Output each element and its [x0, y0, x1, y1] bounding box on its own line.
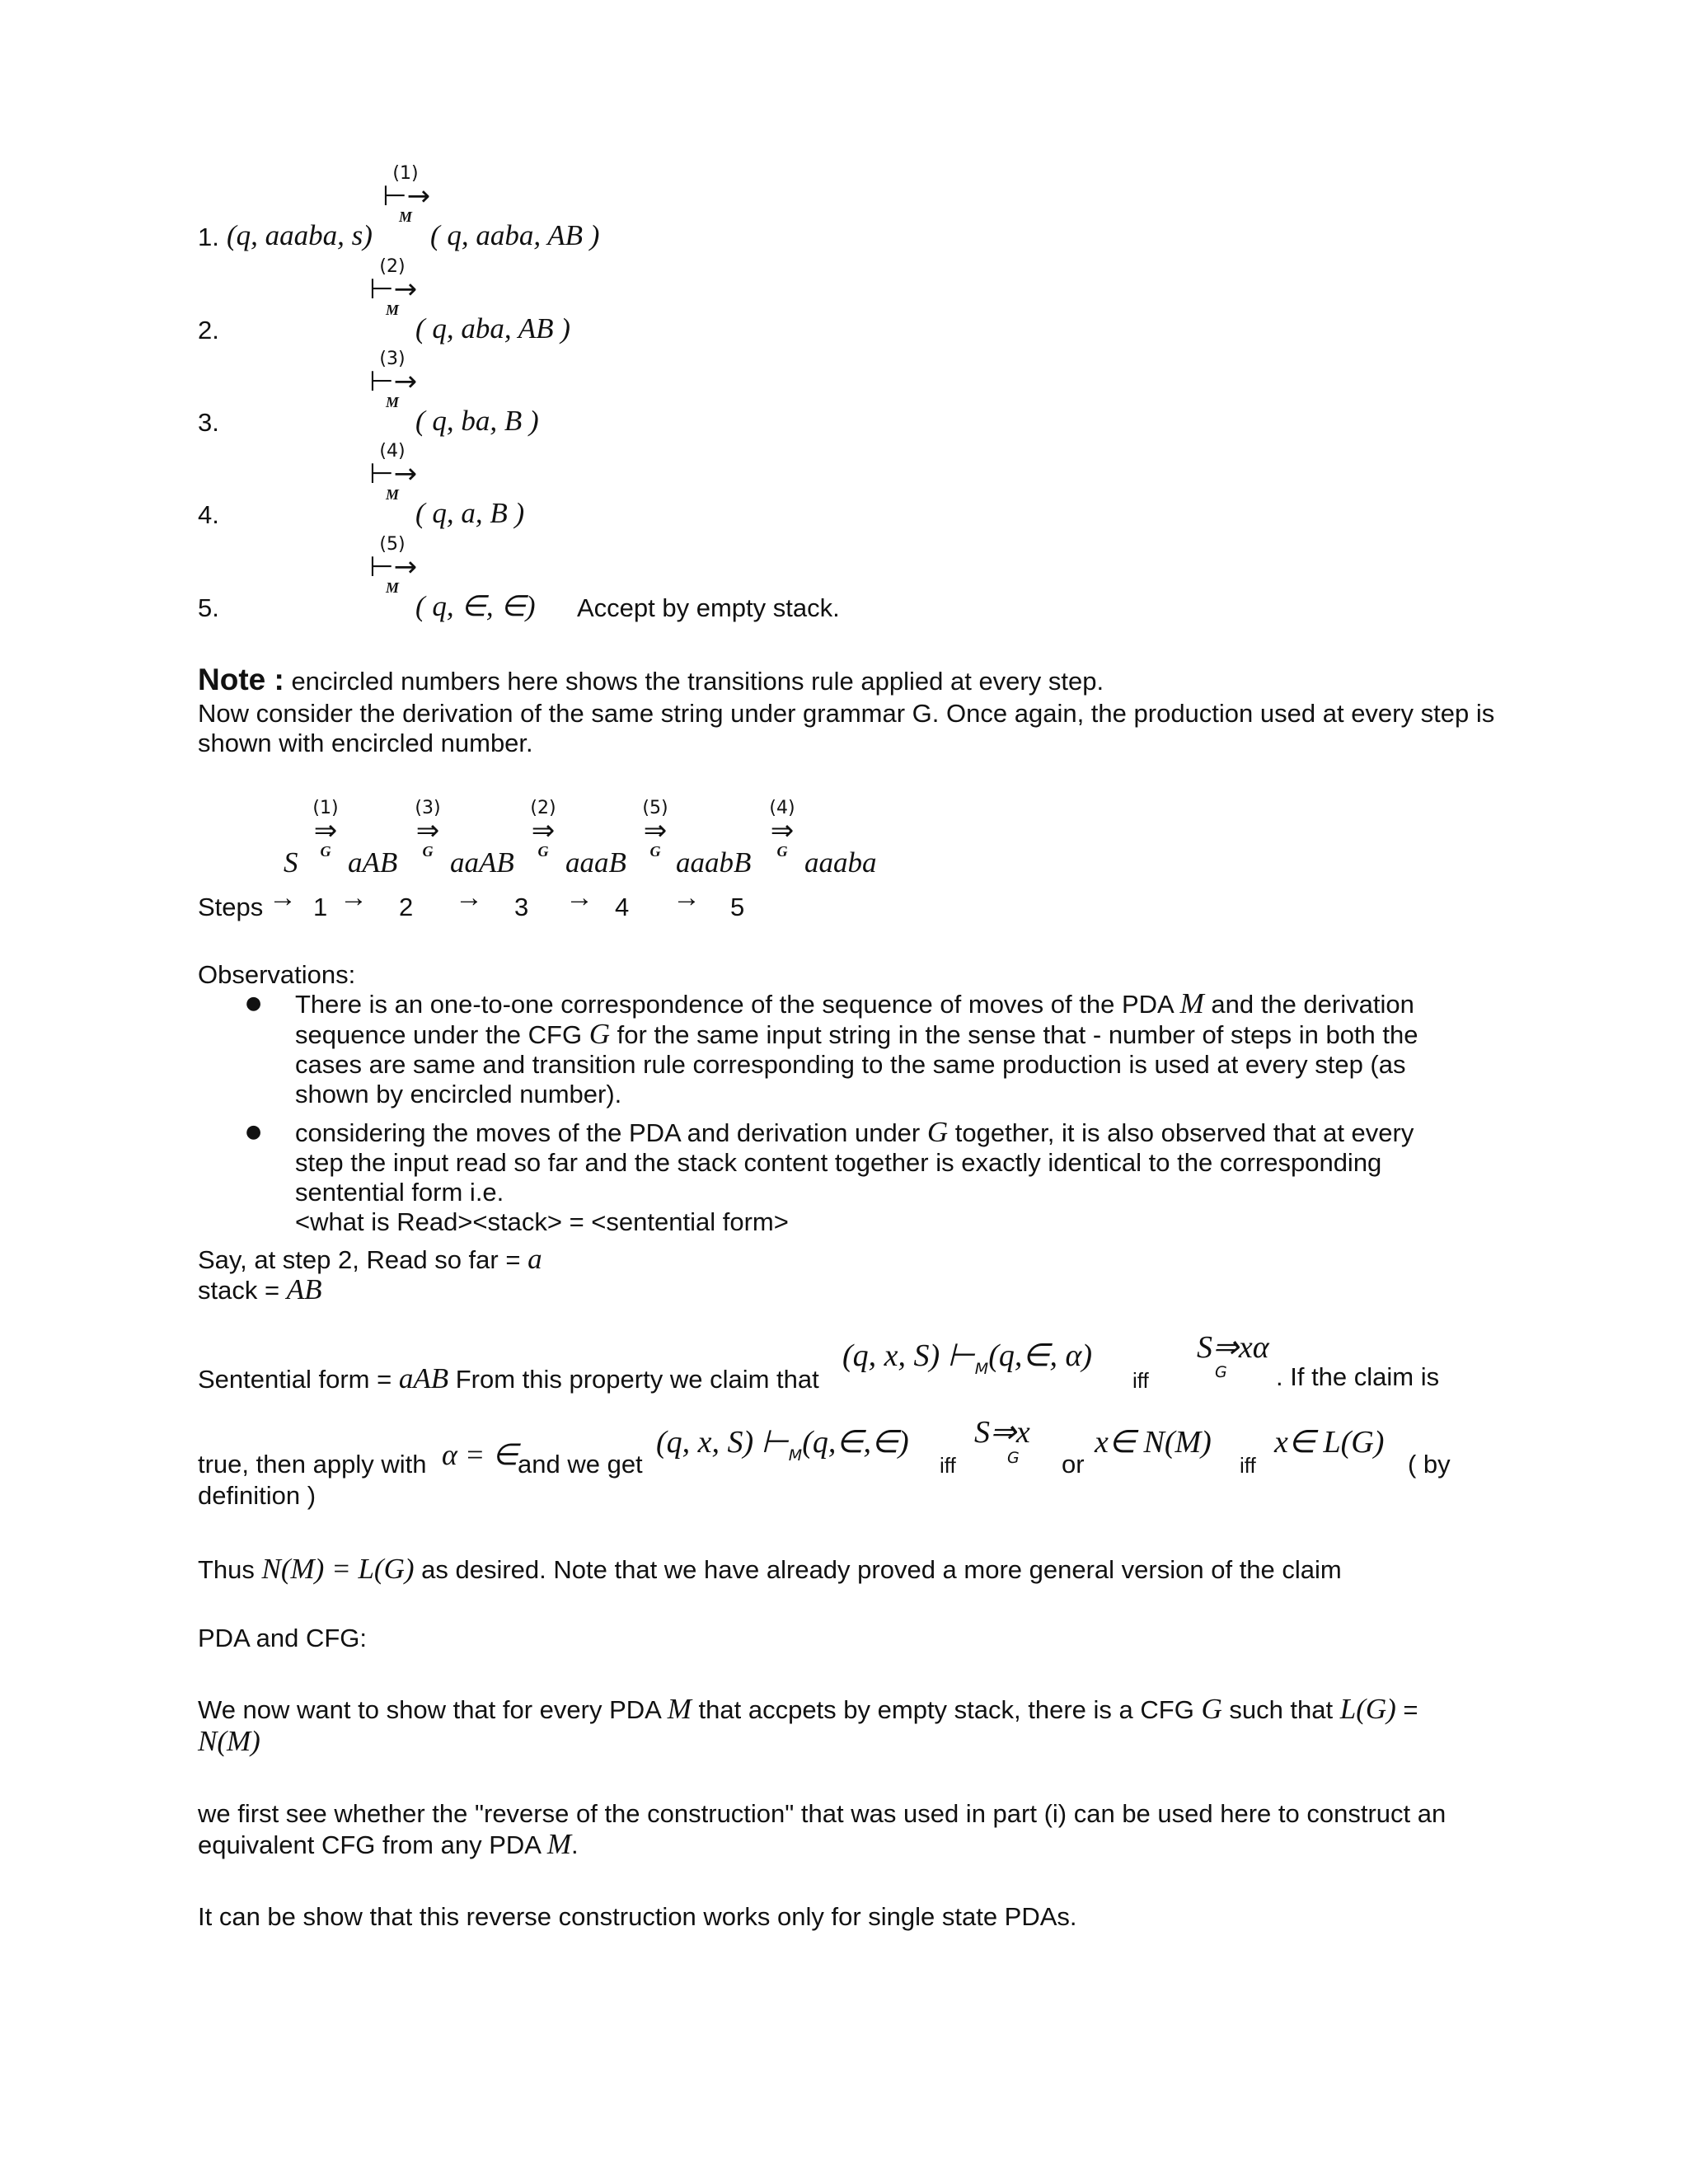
- rule-label: (4): [379, 441, 406, 462]
- math-var: M: [1179, 987, 1204, 1019]
- observation-1: [295, 989, 1418, 1109]
- claim-text: [198, 1362, 819, 1395]
- right-arrow-icon: →: [269, 882, 297, 913]
- math-var: G: [926, 1116, 949, 1148]
- double-arrow-icon: ⇒: [415, 814, 440, 847]
- claim-text: definition ): [198, 1481, 316, 1510]
- formula-member: x∈ L(G): [1274, 1425, 1385, 1460]
- claim-text: ( by: [1408, 1450, 1451, 1479]
- math: (q, x, S) ⊢: [842, 1338, 975, 1373]
- grammar-subscript: G: [320, 843, 331, 860]
- text: .: [571, 1830, 579, 1859]
- move-config: ( q, ∈, ∈): [415, 590, 536, 622]
- want-paragraph: [198, 1694, 1418, 1757]
- turnstile-arrow-icon: ⊢→: [369, 273, 418, 306]
- derivation-arrow: [635, 799, 676, 859]
- derivation-arrow: [305, 799, 346, 859]
- right-arrow-icon: →: [455, 882, 483, 913]
- math-var: G: [588, 1018, 610, 1050]
- rule-label: (2): [530, 798, 556, 818]
- sentential-form: aaabB: [676, 846, 752, 879]
- text: Sentential form =: [198, 1365, 399, 1394]
- example-step: [198, 1244, 542, 1305]
- text: as desired. Note that we have already proved a more general version of the claim: [414, 1555, 1342, 1584]
- note-text: encircled numbers here shows the transitions rule applied at every step.: [284, 667, 1104, 696]
- section-heading: PDA and CFG:: [198, 1624, 368, 1652]
- turnstile-arrow-icon: ⊢→: [369, 365, 418, 398]
- bullet-icon: ●: [246, 993, 262, 1014]
- move-arrow: [369, 256, 418, 318]
- derivation-arrow: [762, 799, 803, 859]
- grammar-subscript: G: [1007, 1449, 1020, 1467]
- text: sequence under the CFG: [295, 1020, 589, 1049]
- formula-alpha: α = ∈: [442, 1438, 518, 1471]
- text: =: [1395, 1695, 1418, 1724]
- move-config: ( q, a, B ): [415, 497, 525, 529]
- move-config: ( q, aba, AB ): [415, 312, 570, 344]
- math-sub: M: [974, 1360, 989, 1378]
- formula-config: [842, 1337, 1093, 1378]
- sentential-form: S: [284, 846, 298, 879]
- move-config: ( q, aaba, AB ): [430, 219, 600, 251]
- rule-label: (2): [379, 256, 406, 277]
- derivation-arrow: [407, 799, 448, 859]
- rule-label: (3): [415, 798, 441, 818]
- math: N(M): [198, 1725, 260, 1757]
- text: equivalent CFG from any PDA: [198, 1830, 547, 1859]
- note-line: [198, 663, 1104, 697]
- math: N(M) = L(G): [261, 1553, 415, 1585]
- text: for the same input string in the sense that - number of steps in both the: [610, 1020, 1418, 1049]
- sentential-form: aAB: [348, 846, 398, 879]
- text: Thus: [198, 1555, 262, 1584]
- observations-title: Observations:: [198, 960, 356, 989]
- grammar-subscript: G: [649, 843, 661, 860]
- rule-label: (3): [379, 349, 406, 369]
- machine-subscript: M: [398, 209, 412, 225]
- rule-label: (5): [379, 534, 406, 555]
- step-number: 5: [730, 893, 745, 921]
- sentential-form: aaaB: [565, 846, 626, 879]
- formula-member: x∈ N(M): [1095, 1425, 1212, 1460]
- math-var: G: [1201, 1693, 1222, 1725]
- formula-derives: S⇒x: [974, 1415, 1030, 1450]
- move-arrow: [369, 349, 418, 410]
- right-arrow-icon: →: [565, 882, 593, 913]
- turnstile-arrow-icon: ⊢→: [382, 180, 431, 213]
- math: L(G): [1339, 1693, 1396, 1725]
- rule-label: (1): [392, 163, 419, 184]
- text: shown by encircled number).: [295, 1080, 622, 1108]
- text: we first see whether the "reverse of the construction" that was used in part (i) can be used here to construct an: [198, 1799, 1447, 1828]
- text: together, it is also observed that at every: [948, 1118, 1414, 1147]
- sentential-form: aaAB: [450, 846, 514, 879]
- final-paragraph: It can be show that this reverse construction works only for single state PDAs.: [198, 1902, 1077, 1931]
- text: considering the moves of the PDA and derivation under: [295, 1118, 927, 1147]
- claim-text: . If the claim is: [1276, 1362, 1440, 1391]
- text: stack =: [198, 1276, 287, 1305]
- machine-subscript: M: [385, 579, 399, 596]
- rule-label: (1): [312, 798, 339, 818]
- rule-label: (4): [769, 798, 795, 818]
- reverse-paragraph: [198, 1798, 1446, 1860]
- observation-2: [295, 1118, 1414, 1237]
- text: sentential form i.e.: [295, 1178, 504, 1207]
- move-arrow: [382, 165, 429, 224]
- note-label: Note :: [198, 663, 284, 696]
- right-arrow-icon: →: [673, 882, 701, 913]
- math-var: aAB: [398, 1362, 449, 1394]
- machine-subscript: M: [385, 394, 399, 410]
- double-arrow-icon: ⇒: [531, 814, 556, 847]
- step-number: 1: [313, 893, 328, 921]
- math-sub: M: [788, 1446, 803, 1465]
- iff-text: iff: [1240, 1453, 1256, 1478]
- step-number: 2: [399, 893, 414, 921]
- iff-text: iff: [940, 1453, 956, 1478]
- step-number: 4: [615, 893, 630, 921]
- math: (q, x, S) ⊢: [656, 1425, 789, 1460]
- text: <what is Read><stack> = <sentential form>: [295, 1207, 789, 1236]
- move-config: ( q, ba, B ): [415, 405, 539, 437]
- claim-text: and we get: [518, 1450, 643, 1479]
- text: There is an one-to-one correspondence of the sequence of moves of the PDA: [295, 990, 1180, 1019]
- text: From this property we claim that: [448, 1365, 819, 1394]
- math: (q,∈, α): [988, 1338, 1093, 1373]
- text: We now want to show that for every PDA: [198, 1695, 668, 1724]
- turnstile-arrow-icon: ⊢→: [369, 457, 418, 490]
- math-var: M: [546, 1828, 571, 1860]
- steps-label: Steps: [198, 893, 264, 921]
- conclusion-line: [198, 1553, 1342, 1586]
- derivation-intro: Now consider the derivation of the same string under grammar G. Once again, the production used at every step is shown with encircled number.: [198, 699, 1495, 757]
- formula-derives: S⇒xα: [1197, 1330, 1269, 1365]
- text: step the input read so far and the stack content together is exactly identical to the corresponding: [295, 1148, 1382, 1177]
- formula-config: [656, 1423, 909, 1465]
- claim-text: true, then apply with: [198, 1450, 427, 1479]
- sentential-form: aaaba: [804, 846, 877, 879]
- machine-subscript: M: [385, 486, 399, 503]
- double-arrow-icon: ⇒: [313, 814, 338, 847]
- text: that accpets by empty stack, there is a CFG: [691, 1695, 1202, 1724]
- text: Say, at step 2, Read so far =: [198, 1245, 528, 1274]
- machine-subscript: M: [385, 302, 399, 318]
- math: (q,∈,∈): [802, 1425, 909, 1460]
- bullet-icon: ●: [246, 1122, 262, 1142]
- text: and the derivation: [1203, 990, 1414, 1019]
- math-var: M: [667, 1693, 692, 1725]
- turnstile-arrow-icon: ⊢→: [369, 551, 418, 583]
- right-arrow-icon: →: [340, 882, 368, 913]
- step-number: 3: [514, 893, 529, 921]
- move-arrow: [369, 441, 418, 503]
- text: cases are same and transition rule corresponding to the same production is used at every step (as: [295, 1050, 1406, 1079]
- grammar-subscript: G: [422, 843, 434, 860]
- move-number: 1.: [198, 223, 219, 251]
- grammar-subscript: G: [537, 843, 549, 860]
- math-var: a: [528, 1243, 542, 1275]
- move-arrow: [369, 534, 418, 596]
- move-number: 5.: [198, 593, 219, 622]
- move-number: 3.: [198, 408, 219, 437]
- text: such that: [1221, 1695, 1340, 1724]
- grammar-subscript: G: [776, 843, 788, 860]
- derivation-arrow: [523, 799, 564, 859]
- iff-text: iff: [1132, 1368, 1149, 1393]
- accept-text: Accept by empty stack.: [577, 593, 840, 622]
- grammar-subscript: G: [1215, 1363, 1227, 1381]
- or-text: or: [1062, 1450, 1085, 1479]
- move-start-config: (q, aaaba, s): [227, 219, 373, 251]
- rule-label: (5): [642, 798, 668, 818]
- move-number: 4.: [198, 500, 219, 529]
- move-number: 2.: [198, 316, 219, 344]
- math-var: AB: [286, 1273, 322, 1305]
- double-arrow-icon: ⇒: [770, 814, 795, 847]
- double-arrow-icon: ⇒: [643, 814, 668, 847]
